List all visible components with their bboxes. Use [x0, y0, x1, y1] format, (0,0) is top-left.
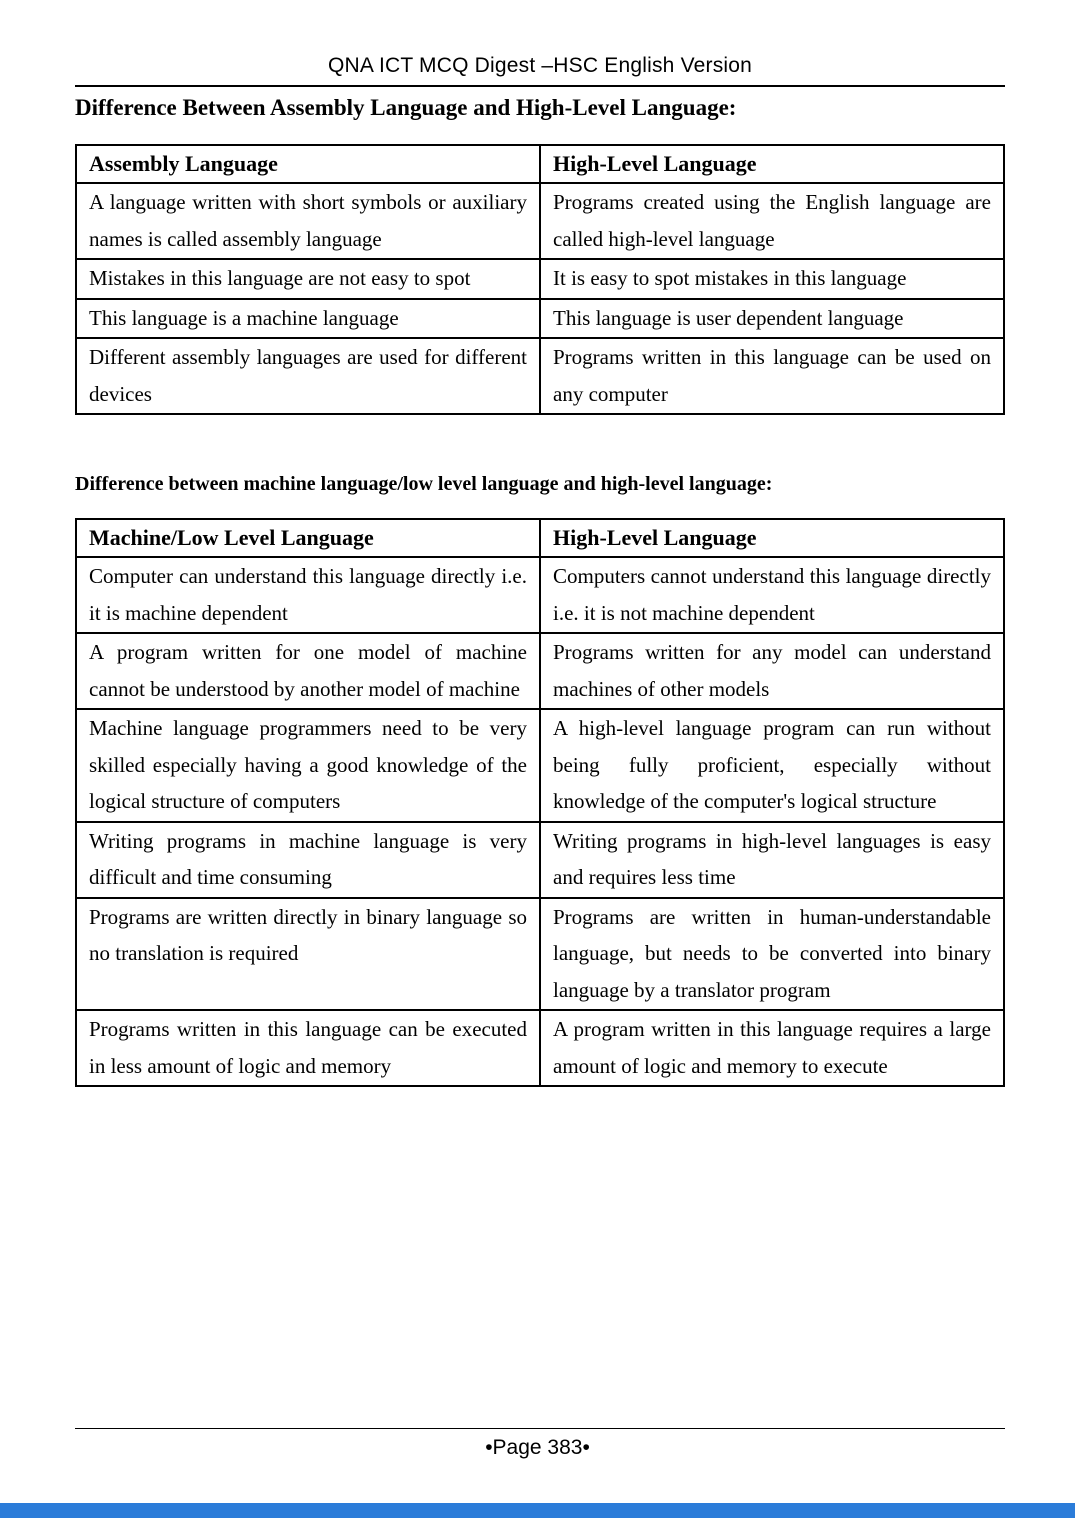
table-header-row — [76, 519, 1004, 557]
table-row — [76, 259, 1004, 299]
table-header-row — [76, 145, 1004, 183]
column-header: Assembly Language — [76, 145, 540, 183]
table-cell: Writing programs in high-level languages is easy and requires less time — [540, 822, 1004, 898]
table-row — [76, 338, 1004, 414]
header-rule — [75, 85, 1005, 87]
table-cell: Mistakes in this language are not easy to spot — [76, 259, 540, 299]
table-cell: Programs are written in human-understandable language, but needs to be converted into binary language by a translator program — [540, 898, 1004, 1011]
table-cell: Computer can understand this language directly i.e. it is machine dependent — [76, 557, 540, 633]
table-row — [76, 1010, 1004, 1086]
column-header: High-Level Language — [540, 519, 1004, 557]
table-row — [76, 557, 1004, 633]
section1-heading: Difference Between Assembly Language and High-Level Language: — [75, 95, 737, 120]
table-cell: A language written with short symbols or auxiliary names is called assembly language — [76, 183, 540, 259]
table-cell: A high-level language program can run without being fully proficient, especially without knowledge of the computer's logical structure — [540, 709, 1004, 822]
table-cell: Different assembly languages are used for different devices — [76, 338, 540, 414]
bottom-bar — [0, 1503, 1075, 1518]
table-cell: Writing programs in machine language is very difficult and time consuming — [76, 822, 540, 898]
running-header: QNA ICT MCQ Digest –HSC English Version — [327, 54, 753, 77]
table-row — [76, 299, 1004, 339]
table-cell: It is easy to spot mistakes in this language — [540, 259, 1004, 299]
section2-heading: Difference between machine language/low level language and high-level language: — [75, 473, 773, 495]
table-row — [76, 822, 1004, 898]
table-cell: Programs are written directly in binary language so no translation is required — [76, 898, 540, 1011]
machine-vs-highlevel-table — [75, 518, 1005, 1087]
table-cell: Programs created using the English language are called high-level language — [540, 183, 1004, 259]
table-cell: Machine language programmers need to be very skilled especially having a good knowledge of the logical structure of computers — [76, 709, 540, 822]
table-row — [76, 633, 1004, 709]
page-content — [75, 0, 1005, 1087]
page-number: •Page 383• — [485, 1436, 590, 1459]
table-cell: Computers cannot understand this language directly i.e. it is not machine dependent — [540, 557, 1004, 633]
table-row — [76, 183, 1004, 259]
table-cell: This language is user dependent language — [540, 299, 1004, 339]
column-header: Machine/Low Level Language — [76, 519, 540, 557]
table-cell: Programs written in this language can be executed in less amount of logic and memory — [76, 1010, 540, 1086]
column-header: High-Level Language — [540, 145, 1004, 183]
table-cell: This language is a machine language — [76, 299, 540, 339]
table-cell: A program written in this language requires a large amount of logic and memory to execute — [540, 1010, 1004, 1086]
table-row — [76, 709, 1004, 822]
table-cell: Programs written in this language can be used on any computer — [540, 338, 1004, 414]
footer-rule — [75, 1428, 1005, 1429]
table-cell: A program written for one model of machine cannot be understood by another model of machine — [76, 633, 540, 709]
assembly-vs-highlevel-table — [75, 144, 1005, 415]
table-row — [76, 898, 1004, 1011]
table-cell: Programs written for any model can understand machines of other models — [540, 633, 1004, 709]
